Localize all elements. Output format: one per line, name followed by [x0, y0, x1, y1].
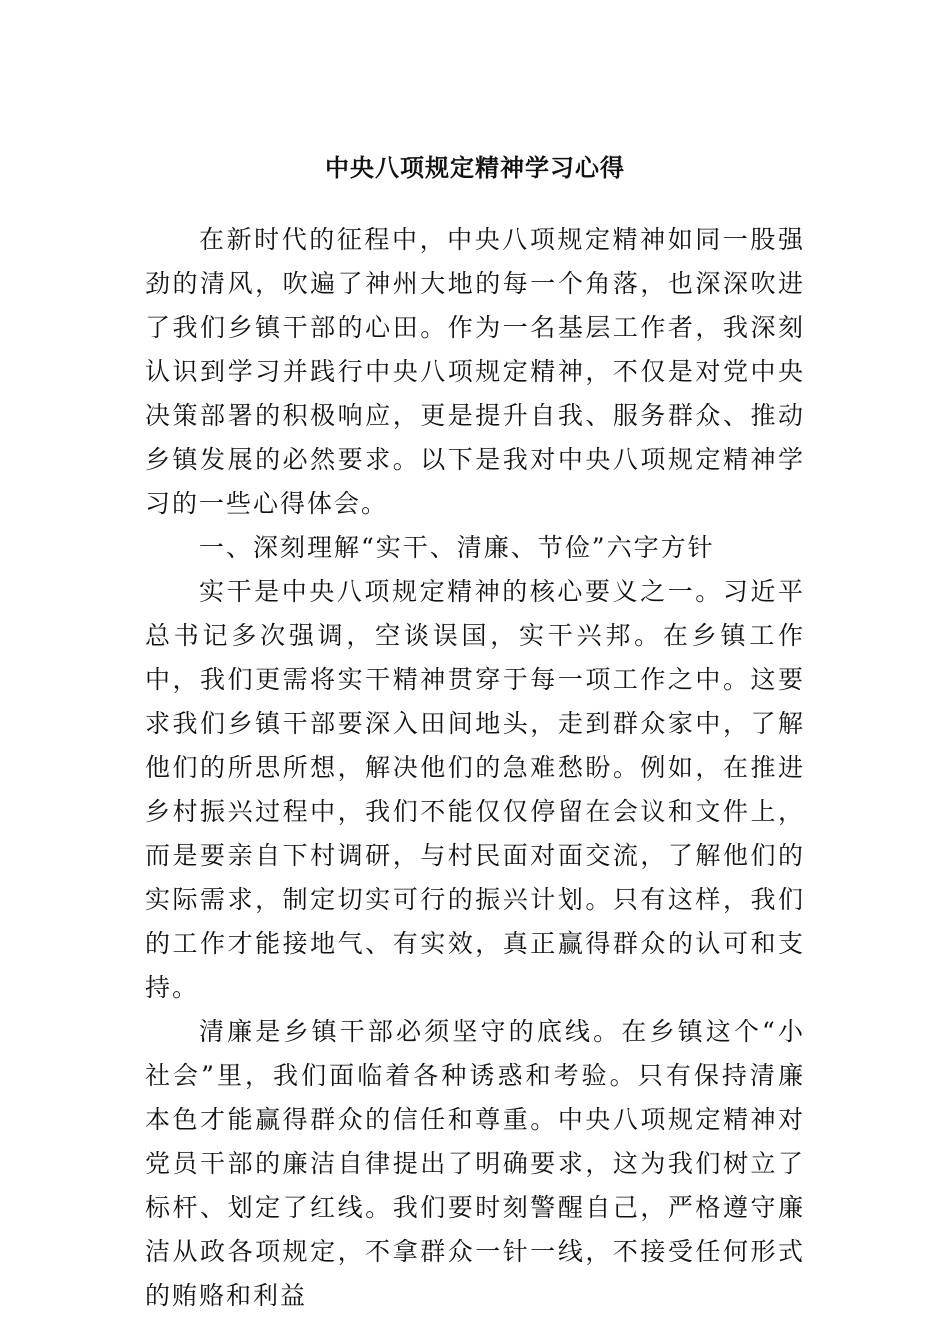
paragraph-qinglian: 清廉是乡镇干部必须坚守的底线。在乡镇这个“小社会”里，我们面临着各种诱惑和考验。只有保持清廉本色才能赢得群众的信任和尊重。中央八项规定精神对党员干部的廉洁自律提出了明确要求，这为我们树立了标杆、划定了红线。我们要时刻警醒自己，严格遵守廉洁从政各项规定，不拿群众一针一线，不接受任何形式的贿赂和利益 — [145, 1017, 805, 1310]
paragraph-intro: 在新时代的征程中，中央八项规定精神如同一股强劲的清风，吹遍了神州大地的每一个角落，也深深吹进了我们乡镇干部的心田。作为一名基层工作者，我深刻认识到学习并践行中央八项规定精神，不仅是对党中央决策部署的积极响应，更是提升自我、服务群众、推动乡镇发展的必然要求。以下是我对中央八项规定精神学习的一些心得体会。 — [145, 225, 805, 518]
document-body — [145, 218, 805, 1318]
document-title: 中央八项规定精神学习心得 — [325, 154, 625, 182]
section-heading-1: 一、深刻理解“实干、清廉、节俭”六字方针 — [199, 533, 715, 562]
paragraph-shigan: 实干是中央八项规定精神的核心要义之一。习近平总书记多次强调，空谈误国，实干兴邦。在乡镇工作中，我们更需将实干精神贯穿于每一项工作之中。这要求我们乡镇干部要深入田间地头，走到群众家中，了解他们的所思所想，解决他们的急难愁盼。例如，在推进乡村振兴过程中，我们不能仅仅停留在会议和文件上，而是要亲自下村调研，与村民面对面交流，了解他们的实际需求，制定切实可行的振兴计划。只有这样，我们的工作才能接地气、有实效，真正赢得群众的认可和支持。 — [145, 577, 805, 1002]
